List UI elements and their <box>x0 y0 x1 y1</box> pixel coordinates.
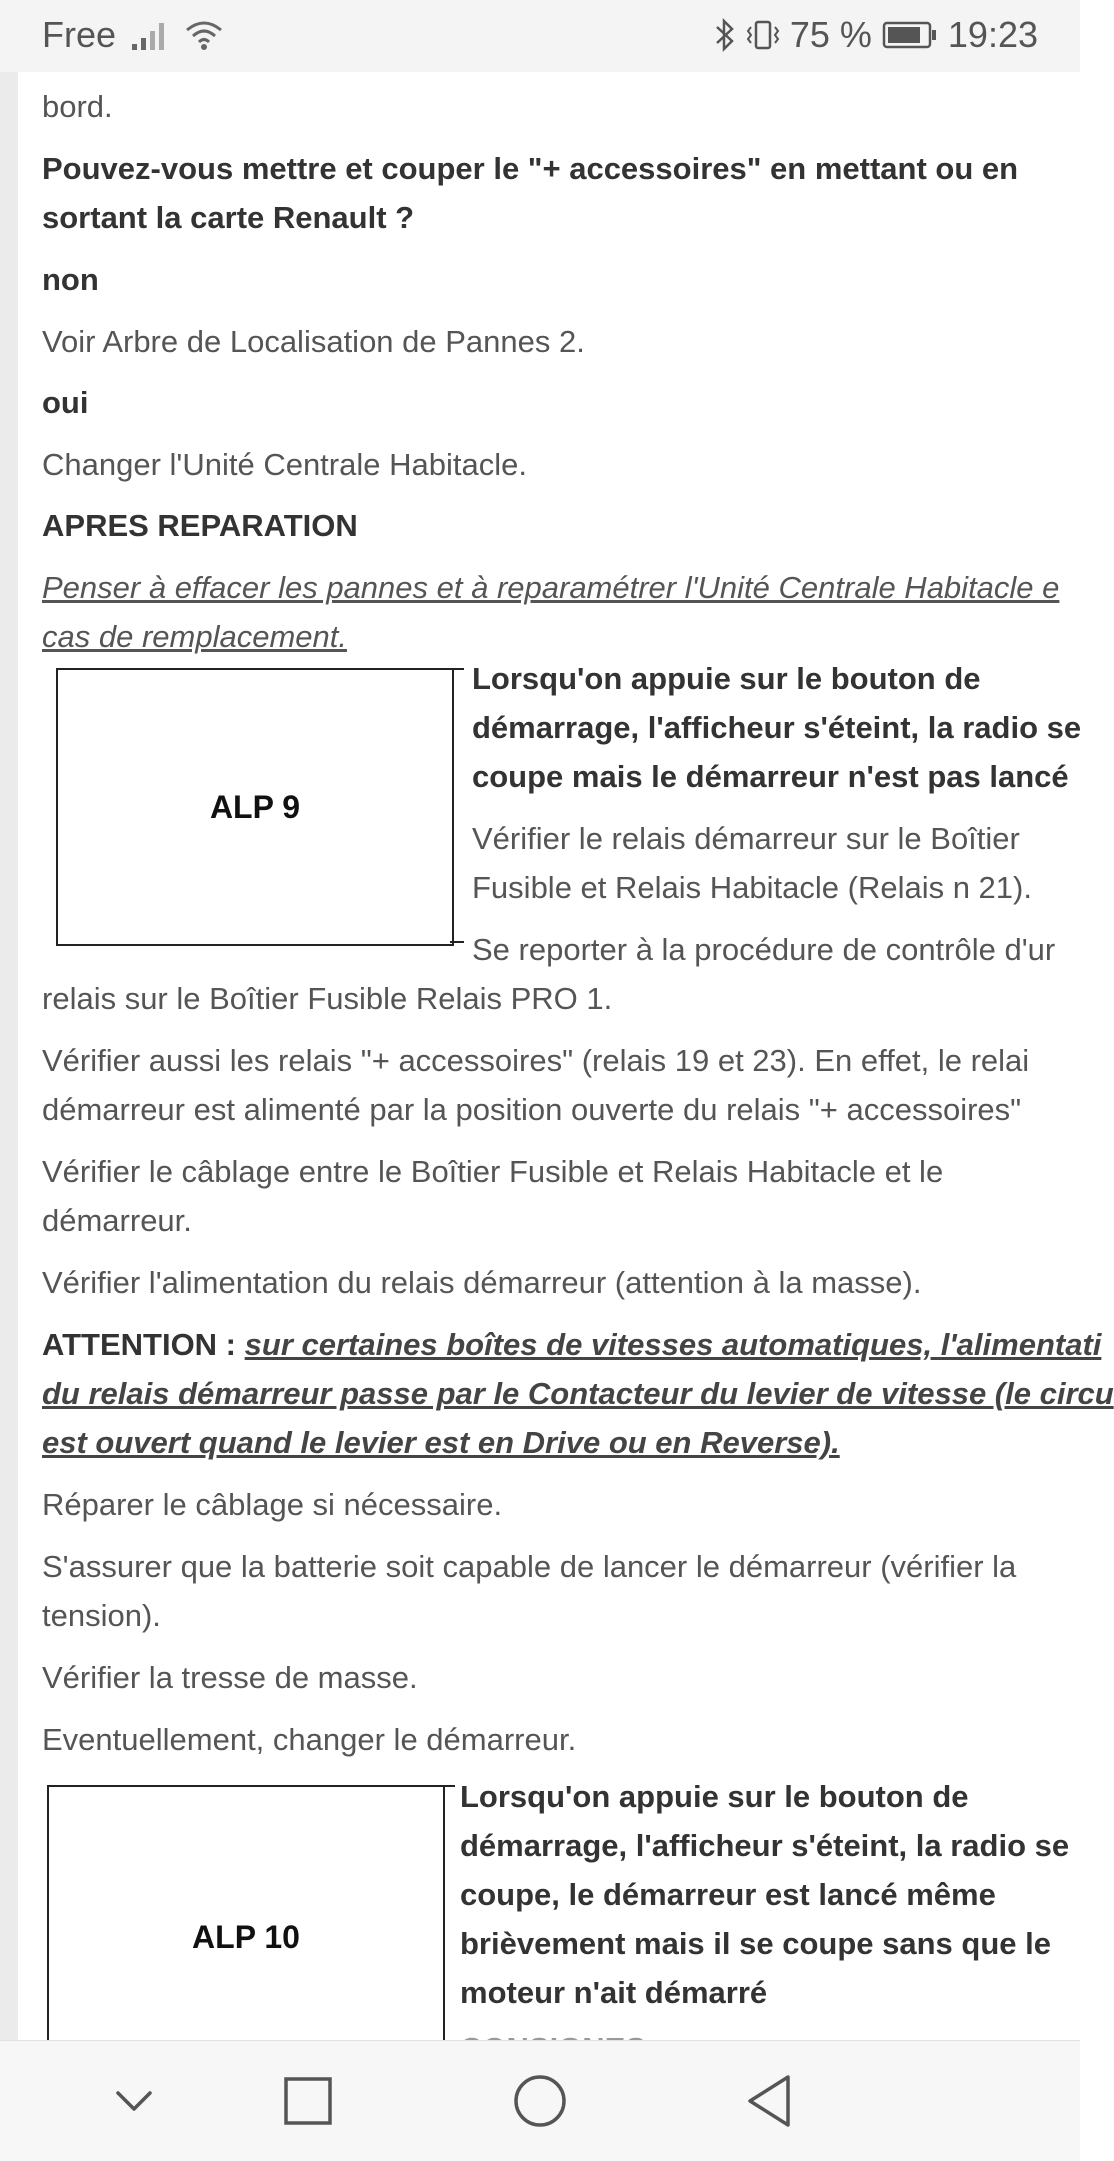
scroll-rail <box>0 72 18 2040</box>
alp10-box-label: ALP 10 <box>192 1918 300 1955</box>
reminder-line-2: cas de remplacement. <box>42 619 347 654</box>
repair-wiring: Réparer le câblage si nécessaire. <box>42 1487 503 1522</box>
alp10-title-line-2: démarrage, l'afficheur s'éteint, la radio se <box>460 1828 1070 1863</box>
question-line-1: Pouvez-vous mettre et couper le "+ accessoires" en mettant ou en <box>42 151 1019 186</box>
chevron-down-icon[interactable] <box>104 2071 164 2131</box>
supply-check: Vérifier l'alimentation du relais démarreur (attention à la masse). <box>42 1265 922 1300</box>
battery-line-2: tension). <box>42 1598 161 1633</box>
alp10-title-line-1: Lorsqu'on appuie sur le bouton de <box>460 1779 969 1814</box>
accessories-line-1: Vérifier aussi les relais "+ accessoires" (relais 19 et 23). En effet, le relai <box>42 1043 1030 1078</box>
alp10-connector-top <box>441 1785 455 1787</box>
alp10-title-line-3: coupe, le démarreur est lancé même <box>460 1877 996 1912</box>
attention-line-2: du relais démarreur passe par le Contacteur du levier de vitesse (le circu <box>42 1376 1114 1411</box>
signal-icon <box>130 18 170 52</box>
alp9-refer-line-1: Se reporter à la procédure de contrôle d'ur <box>472 932 1056 967</box>
status-left <box>42 14 224 56</box>
alp9-title-line-3: coupe mais le démarreur n'est pas lancé <box>472 759 1069 794</box>
alp9-connector-bottom <box>450 941 464 943</box>
alp10-title-line-4: brièvement mais il se coupe sans que le <box>460 1926 1051 1961</box>
clock: 19:23 <box>947 14 1038 55</box>
wiring-line-2: démarreur. <box>42 1203 192 1238</box>
home-icon[interactable] <box>510 2071 570 2131</box>
alp9-refer-line-2: relais sur le Boîtier Fusible Relais PRO 1. <box>42 981 613 1016</box>
accessories-line-2: démarreur est alimenté par la position ouverte du relais "+ accessoires" <box>42 1092 1022 1127</box>
alp9-check-line-2: Fusible et Relais Habitacle (Relais n 21). <box>472 870 1032 905</box>
attention-label: ATTENTION : <box>42 1327 237 1362</box>
alp9-box-label: ALP 9 <box>209 788 301 825</box>
attention-line-3: est ouvert quand le levier est en Drive ou en Reverse). <box>42 1425 840 1460</box>
reminder-line-1: Penser à effacer les pannes et à reparamétrer l'Unité Centrale Habitacle e <box>42 570 1060 605</box>
question-line-2: sortant la carte Renault ? <box>42 200 415 235</box>
recent-apps-icon[interactable] <box>278 2071 338 2131</box>
wifi-icon <box>184 18 224 52</box>
yes-text: Changer l'Unité Centrale Habitacle. <box>42 447 527 482</box>
status-bar <box>0 0 1080 72</box>
attention-line-1-row <box>42 1320 1101 1369</box>
alp9-title-line-1: Lorsqu'on appuie sur le bouton de <box>472 661 981 696</box>
top-fragment: bord. <box>42 89 113 124</box>
alp9-connector-top <box>450 668 464 670</box>
yes-label: oui <box>42 385 89 420</box>
status-right <box>714 14 1038 56</box>
battery-icon <box>882 20 938 50</box>
battery-percent: 75 % <box>789 14 872 55</box>
bluetooth-icon <box>714 17 736 53</box>
battery-line-1: S'assurer que la batterie soit capable de lancer le démarreur (vérifier la <box>42 1549 1017 1584</box>
attention-line-1: sur certaines boîtes de vitesses automatiques, l'alimentati <box>244 1327 1102 1362</box>
ground-strap: Vérifier la tresse de masse. <box>42 1660 418 1695</box>
wiring-line-1: Vérifier le câblage entre le Boîtier Fusible et Relais Habitacle et le <box>42 1154 944 1189</box>
alp9-title-line-2: démarrage, l'afficheur s'éteint, la radio se <box>472 710 1082 745</box>
alp10-title-line-5: moteur n'ait démarré <box>460 1975 768 2010</box>
alp9-box <box>56 668 454 946</box>
replace-starter: Eventuellement, changer le démarreur. <box>42 1722 577 1757</box>
vibrate-icon <box>746 17 780 53</box>
carrier-name: Free <box>42 14 117 55</box>
back-icon[interactable] <box>740 2071 800 2131</box>
navigation-bar <box>0 2040 1080 2161</box>
alp9-check-line-1: Vérifier le relais démarreur sur le Boîtier <box>472 821 1020 856</box>
no-label: non <box>42 262 99 297</box>
no-text: Voir Arbre de Localisation de Pannes 2. <box>42 324 585 359</box>
after-repair-heading: APRES REPARATION <box>42 508 358 543</box>
article-content <box>42 72 1114 2040</box>
